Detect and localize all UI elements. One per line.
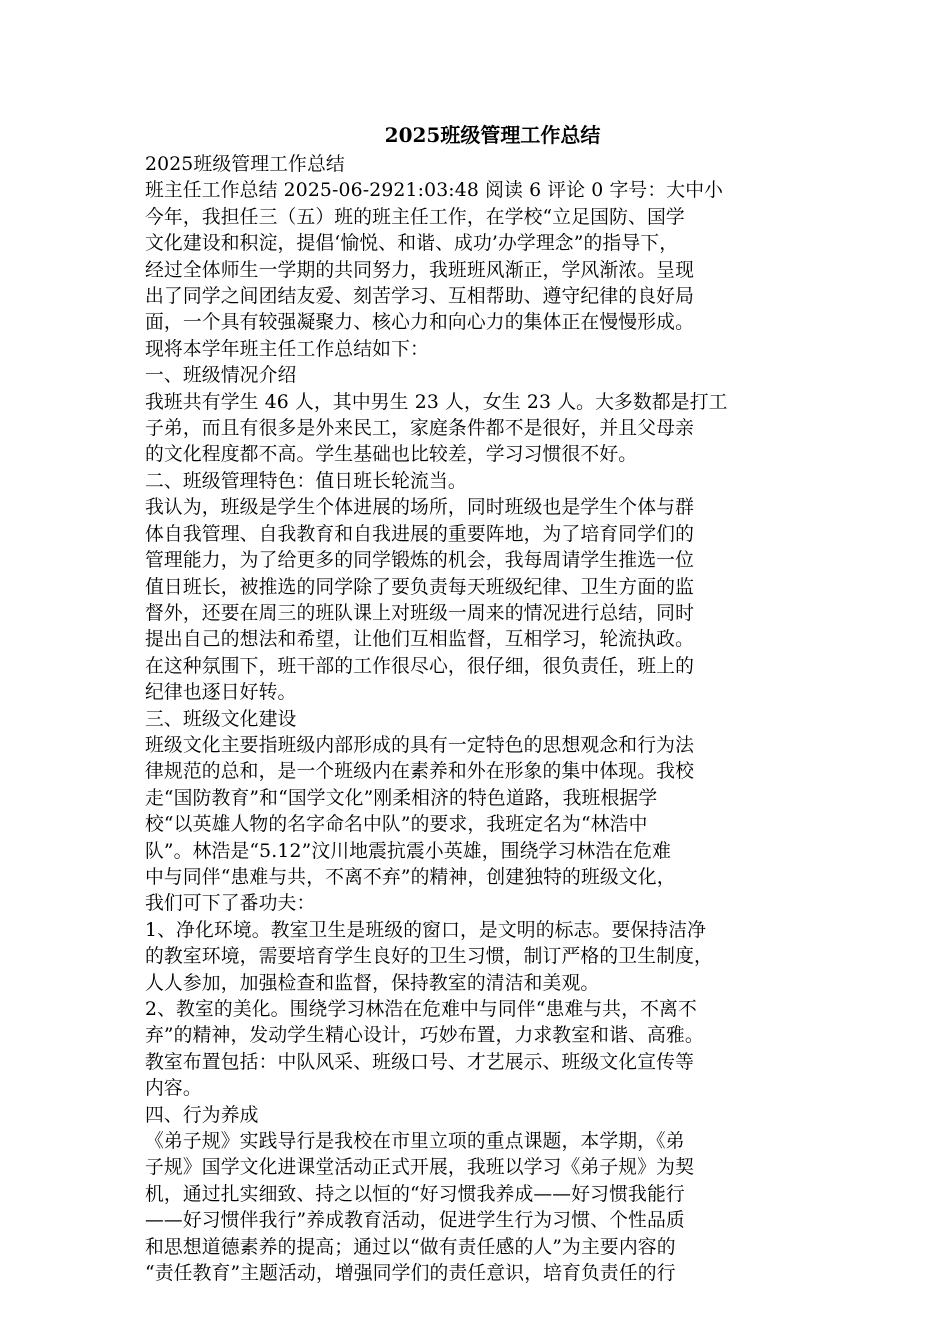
text-line: 子弟，而且有很多是外来民工，家庭条件都不是很好，并且父母亲 — [145, 418, 695, 440]
text-line: 提出自己的想法和希望，让他们互相监督，互相学习，轮流执政。 — [145, 629, 695, 651]
text-line: 中与同伴“患难与共，不离不弃”的精神，创建独特的班级文化， — [145, 866, 676, 888]
text-line: 校“以英雄人物的名字命名中队”的要求，我班定名为“林浩中 — [145, 814, 648, 836]
text-line: 我们可下了番功夫： — [145, 893, 316, 915]
text-line: 现将本学年班主任工作总结如下： — [145, 338, 429, 360]
text-line: 二、班级管理特色：值日班长轮流当。 — [145, 470, 467, 492]
text-line: 出了同学之间团结友爱、刻苦学习、互相帮助、遵守纪律的良好局 — [145, 286, 695, 308]
text-line: 我班共有学生 46 人，其中男生 23 人，女生 23 人。大多数都是打工 — [145, 391, 728, 413]
text-line: 面，一个具有较强凝聚力、核心力和向心力的集体正在慢慢形成。 — [145, 312, 695, 334]
text-line: 督外，还要在周三的班队课上对班级一周来的情况进行总结，同时 — [145, 602, 695, 624]
text-line: 2025班级管理工作总结 — [145, 154, 345, 175]
text-line: 经过全体师生一学期的共同努力，我班班风渐正，学风渐浓。呈现 — [145, 259, 695, 281]
document-page — [145, 118, 810, 1287]
text-line: 四、行为养成 — [145, 1104, 259, 1126]
text-line: 体自我管理、自我教育和自我进展的重要阵地，为了培育同学们的 — [145, 523, 695, 545]
text-line: 教室布置包括：中队风采、班级口号、才艺展示、班级文化宣传等 — [145, 1051, 695, 1073]
text-line: 文化建设和积淀，提倡‘愉悦、和谐、成功’办学理念”的指导下， — [145, 233, 679, 255]
text-line: 《弟子规》实践导行是我校在市里立项的重点课题，本学期，《弟 — [145, 1131, 685, 1153]
text-line: 1、净化环境。教室卫生是班级的窗口，是文明的标志。要保持洁净 — [145, 919, 707, 941]
text-line: 管理能力，为了给更多的同学锻炼的机会，我每周请学生推选一位 — [145, 550, 695, 572]
text-line: 值日班长，被推选的同学除了要负责每天班级纪律、卫生方面的监 — [145, 576, 695, 598]
text-line: 一、班级情况介绍 — [145, 365, 297, 387]
text-line: 内容。 — [145, 1078, 202, 1100]
text-line: 人人参加，加强检查和监督，保持教室的清洁和美观。 — [145, 972, 600, 994]
text-line: 的教室环境，需要培育学生良好的卫生习惯，制订严格的卫生制度， — [145, 946, 713, 968]
text-line: 和思想道德素养的提高；通过以“做有责任感的人”为主要内容的 — [145, 1236, 676, 1258]
text-line: 队”。林浩是“5.12”汶川地震抗震小英雄，围绕学习林浩在危难 — [145, 840, 672, 862]
text-line: ——好习惯伴我行”养成教育活动，促进学生行为习惯、个性品质 — [145, 1210, 685, 1232]
document-body — [145, 152, 810, 1287]
text-line: 班级文化主要指班级内部形成的具有一定特色的思想观念和行为法 — [145, 734, 695, 756]
text-line: 班主任工作总结 2025-06-2921:03:48 阅读 6 评论 0 字号：大中小 — [145, 180, 724, 202]
text-line: 2、教室的美化。围绕学习林浩在危难中与同伴“患难与共，不离不 — [145, 999, 697, 1020]
text-line: 子规》国学文化进课堂活动正式开展，我班以学习《弟子规》为契 — [145, 1157, 695, 1179]
text-line: 走“国防教育”和“国学文化”刚柔相济的特色道路，我班根据学 — [145, 787, 658, 809]
text-line: 在这种氛围下，班干部的工作很尽心，很仔细，很负责任，班上的 — [145, 655, 695, 677]
text-line: 今年，我担任三（五）班的班主任工作，在学校“立足国防、国学 — [145, 206, 685, 228]
text-line: “责任教育”主题活动，增强同学们的责任意识，培育负责任的行 — [145, 1263, 676, 1285]
text-line: 弃”的精神，发动学生精心设计，巧妙布置，力求教室和谐、高雅。 — [145, 1025, 704, 1047]
text-line: 机，通过扎实细致、持之以恒的“好习惯我养成——好习惯我能行 — [145, 1183, 685, 1205]
document-title: 2025班级管理工作总结 — [384, 123, 601, 147]
text-line: 纪律也逐日好转。 — [145, 682, 297, 704]
text-line: 三、班级文化建设 — [145, 708, 297, 730]
text-line: 的文化程度都不高。学生基础也比较差，学习习惯很不好。 — [145, 444, 638, 466]
text-line: 律规范的总和，是一个班级内在素养和外在形象的集中体现。我校 — [145, 761, 695, 783]
text-line: 我认为，班级是学生个体进展的场所，同时班级也是学生个体与群 — [145, 497, 695, 519]
